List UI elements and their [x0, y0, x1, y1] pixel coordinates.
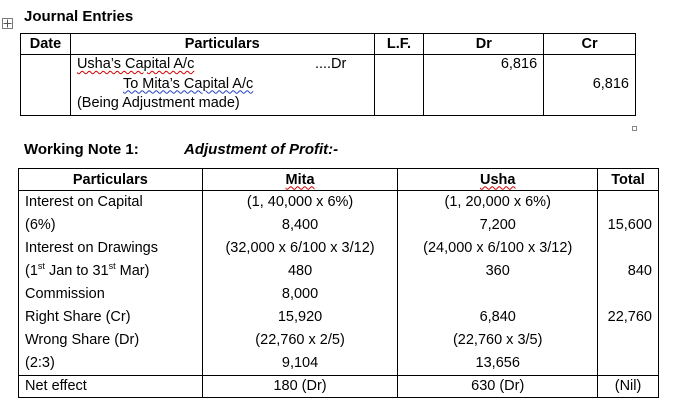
- list-item: 6,840: [479, 309, 516, 325]
- mita-column: [202, 191, 398, 376]
- journal-entry-row: [21, 55, 636, 116]
- entry-particulars-cell: [70, 55, 374, 116]
- table-resize-handle[interactable]: [632, 126, 637, 131]
- list-item: 840: [627, 263, 652, 279]
- list-item: 7,200: [479, 217, 516, 233]
- list-item: Commission: [25, 286, 105, 302]
- entry-date-cell: [21, 55, 71, 116]
- list-item: [398, 283, 597, 306]
- narration: (Being Adjustment made): [76, 95, 240, 111]
- net-effect-mita: 180 (Dr): [202, 376, 398, 398]
- list-item: Wrong Share (Dr): [25, 332, 140, 348]
- list-item: (2:3): [25, 355, 55, 371]
- list-item: 15,920: [277, 309, 323, 325]
- list-item: (1, 20,000 x 6%): [444, 194, 551, 210]
- list-item: (1, 40,000 x 6%): [246, 194, 354, 210]
- table-move-handle[interactable]: [2, 18, 13, 29]
- header-total: Total: [598, 169, 659, 191]
- adjustment-body-row: [19, 191, 659, 376]
- usha-column: [398, 191, 598, 376]
- header-usha: Usha: [398, 169, 598, 191]
- list-item: Interest on Capital: [25, 194, 143, 210]
- debit-account: Usha’s Capital A/c: [76, 56, 195, 72]
- list-item: 15,600: [607, 217, 652, 233]
- working-note-label: Working Note 1:: [24, 141, 139, 158]
- list-item: Right Share (Cr): [25, 309, 131, 325]
- list-item: 22,760: [607, 309, 652, 325]
- list-item: (22,760 x 2/5): [255, 332, 345, 348]
- list-item: (24,000 x 6/100 x 3/12): [423, 240, 573, 256]
- header-mita: Mita: [202, 169, 398, 191]
- list-item: (32,000 x 6/100 x 3/12): [225, 240, 375, 256]
- working-note-heading: [24, 141, 339, 158]
- header-particulars: Particulars: [70, 34, 374, 55]
- header-dr: Dr: [424, 34, 544, 55]
- header-particulars: Particulars: [19, 169, 203, 191]
- dr-amount: 6,816: [500, 56, 538, 72]
- list-item: 8,400: [281, 217, 319, 233]
- dr-marker: ....Dr: [314, 56, 347, 72]
- total-column: [598, 191, 659, 376]
- adjustment-header-row: [19, 169, 659, 191]
- header-date: Date: [21, 34, 71, 55]
- list-item: 9,104: [281, 355, 319, 371]
- net-effect-row: [19, 376, 659, 398]
- list-item: 480: [287, 263, 313, 279]
- adjustment-table: [18, 168, 659, 398]
- list-item: 8,000: [281, 286, 319, 302]
- list-item: (22,760 x 3/5): [452, 332, 543, 348]
- header-lf: L.F.: [374, 34, 424, 55]
- net-effect-total: (Nil): [598, 376, 659, 398]
- journal-header-row: [21, 34, 636, 55]
- list-item: Interest on Drawings: [25, 240, 158, 256]
- working-note-title: Adjustment of Profit:-: [184, 141, 339, 158]
- move-arrows-icon: [3, 19, 12, 28]
- net-effect-label: Net effect: [19, 376, 203, 398]
- list-item: (1st Jan to 31st Mar): [25, 261, 150, 279]
- list-item: 360: [485, 263, 510, 279]
- credit-account: To Mita’s Capital A/c: [122, 75, 254, 92]
- particulars-column: [19, 191, 203, 376]
- journal-title: Journal Entries: [24, 8, 134, 25]
- header-cr: Cr: [544, 34, 636, 55]
- entry-dr-cell: [424, 55, 544, 116]
- list-item: 13,656: [475, 355, 520, 371]
- cr-amount: 6,816: [592, 75, 629, 92]
- entry-cr-cell: [544, 55, 636, 116]
- net-effect-usha: 630 (Dr): [398, 376, 598, 398]
- list-item: (6%): [25, 217, 56, 233]
- entry-lf-cell: [374, 55, 424, 116]
- journal-table: [20, 33, 636, 116]
